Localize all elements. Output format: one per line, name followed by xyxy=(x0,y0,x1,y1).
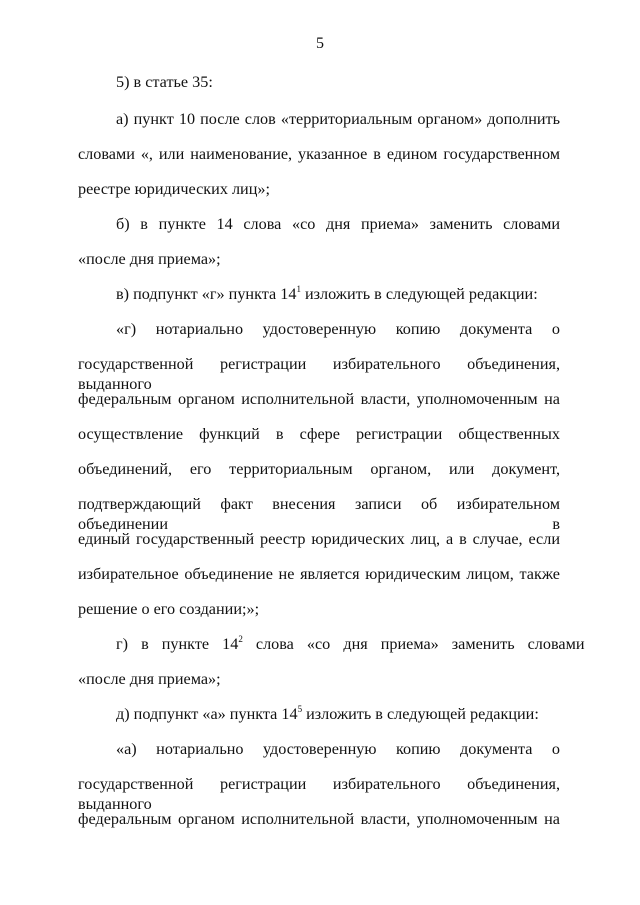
text-line: объединений, его территориальным органом, или документ, xyxy=(78,460,560,478)
text-line: единый государственный реестр юридических лиц, а в случае, если xyxy=(78,530,560,548)
text-line-item-b: б) в пункте 14 слова «со дня приема» заменить словами xyxy=(116,215,560,233)
text-fragment: г) в пункте 14 xyxy=(116,635,239,653)
text-line-quote-g: «г) нотариально удостоверенную копию документа о xyxy=(116,320,560,338)
text-line: государственной регистрации избирательного объединения, выданного xyxy=(78,775,560,813)
text-fragment: слова «со дня приема» заменить словами xyxy=(242,635,585,653)
text-line: федеральным органом исполнительной власти, уполномоченным на xyxy=(78,810,560,828)
text-line: осуществление функций в сфере регистрации общественных xyxy=(78,425,560,443)
text-line: словами «, или наименование, указанное в едином государственном xyxy=(78,145,560,163)
text-line-item-a: а) пункт 10 после слов «территориальным органом» дополнить xyxy=(116,110,560,128)
superscript: 1 xyxy=(296,284,301,294)
text-line: реестре юридических лиц»; xyxy=(78,180,270,198)
text-fragment: д) подпункт «а» пункта 14 xyxy=(116,705,298,723)
text-line-item-g xyxy=(116,634,585,654)
text-line-item-v xyxy=(116,284,560,304)
text-line-article-35: 5) в статье 35: xyxy=(116,73,213,91)
superscript: 2 xyxy=(238,634,243,644)
text-line: решение о его создании;»; xyxy=(78,600,260,618)
text-line: государственной регистрации избирательного объединения, выданного xyxy=(78,355,560,393)
text-line: подтверждающий факт внесения записи об избирательном объединении в xyxy=(78,495,560,533)
text-line: избирательное объединение не является юридическим лицом, также xyxy=(78,565,560,583)
text-line-item-d xyxy=(116,704,560,724)
superscript: 5 xyxy=(297,704,303,714)
text-fragment: изложить в следующей редакции: xyxy=(302,705,539,723)
text-line-quote-a: «а) нотариально удостоверенную копию документа о xyxy=(116,740,560,758)
text-fragment: в) подпункт «г» пункта 14 xyxy=(116,285,297,303)
text-line: «после дня приема»; xyxy=(78,670,221,688)
text-line: «после дня приема»; xyxy=(78,250,221,268)
page-number: 5 xyxy=(316,35,324,52)
text-line: федеральным органом исполнительной власти, уполномоченным на xyxy=(78,390,560,408)
text-fragment: изложить в следующей редакции: xyxy=(300,285,538,303)
